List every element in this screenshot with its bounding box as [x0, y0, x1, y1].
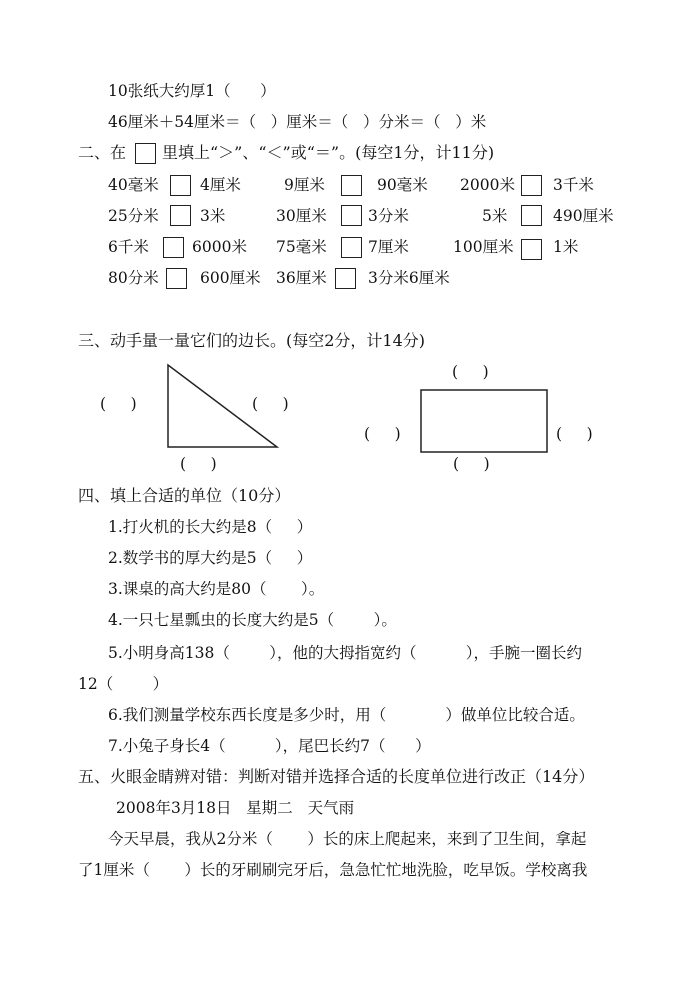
- compare-left: 30厘米: [276, 207, 327, 225]
- compare-left: 9厘米: [284, 176, 325, 194]
- compare-left: 5米: [482, 207, 508, 225]
- rectangle-left-blank[interactable]: ( ): [364, 425, 401, 443]
- diary-paragraph-line-1: 今天早晨，我从2分米（ ）长的床上爬起来，来到了卫生间，拿起: [108, 830, 587, 848]
- compare-left: 40毫米: [108, 176, 159, 194]
- compare-right: 4厘米: [200, 176, 241, 194]
- compare-left: 25分米: [108, 207, 159, 225]
- rectangle-top-blank[interactable]: ( ): [452, 363, 489, 381]
- compare-right: 3分米6厘米: [368, 269, 450, 287]
- compare-right: 490厘米: [553, 207, 614, 225]
- fill-blank-length-conversion: 46厘米＋54厘米＝（ ）厘米＝（ ）分米＝（ ）米: [108, 113, 487, 131]
- fill-blank-paper-thickness: 10张纸大约厚1（ ）: [108, 82, 276, 100]
- section-5-heading: 五、火眼金睛辨对错：判断对错并选择合适的长度单位进行改正（14分）: [78, 767, 595, 786]
- compare-right: 3千米: [553, 176, 594, 194]
- compare-right: 1米: [553, 238, 579, 256]
- unit-question-6: 6.我们测量学校东西长度是多少时，用（ ）做单位比较合适。: [108, 706, 585, 724]
- compare-right: 6000米: [192, 238, 247, 256]
- compare-left: 100厘米: [453, 238, 514, 256]
- compare-left: 6千米: [108, 238, 149, 256]
- diary-date-line: 2008年3月18日 星期二 天气雨: [116, 799, 355, 817]
- section-2-heading-prefix: 二、在: [78, 143, 127, 162]
- rectangle-shape: [421, 390, 547, 452]
- unit-question-7: 7.小兔子身长4（ ），尾巴长约7（ ）: [108, 737, 431, 755]
- compare-left: 2000米: [460, 176, 515, 194]
- unit-question-5: 5.小明身高138（ ），他的大拇指宽约（ ），手腕一圈长约: [108, 644, 583, 662]
- triangle-left-side-blank[interactable]: ( ): [100, 395, 137, 413]
- rectangle-bottom-blank[interactable]: ( ): [453, 455, 490, 473]
- section-2-heading-suffix: 里填上“＞”、“＜”或“＝”。(每空1分，计11分): [162, 143, 495, 162]
- compare-right: 3分米: [368, 207, 409, 225]
- section-3-heading: 三、动手量一量它们的边长。(每空2分，计14分): [78, 331, 426, 350]
- unit-question-4: 4.一只七星瓢虫的长度大约是5（ ）。: [108, 611, 397, 629]
- compare-left: 36厘米: [276, 269, 327, 287]
- compare-left: 75毫米: [276, 238, 327, 256]
- compare-right: 7厘米: [368, 238, 409, 256]
- compare-right: 90毫米: [377, 176, 428, 194]
- rectangle-right-blank[interactable]: ( ): [556, 425, 593, 443]
- triangle-bottom-blank[interactable]: ( ): [180, 455, 217, 473]
- unit-question-5-continued: 12（ ）: [78, 675, 169, 693]
- diary-paragraph-line-2: 了1厘米（ ）长的牙刷刷完牙后，急急忙忙地洗脸，吃早饭。学校离我: [78, 861, 588, 879]
- compare-left: 80分米: [108, 269, 159, 287]
- compare-right: 600厘米: [200, 269, 261, 287]
- section-4-heading: 四、填上合适的单位（10分）: [78, 486, 291, 505]
- compare-right: 3米: [200, 207, 226, 225]
- unit-question-1: 1.打火机的长大约是8（ ）: [108, 518, 313, 536]
- unit-question-2: 2.数学书的厚大约是5（ ）: [108, 549, 313, 567]
- unit-question-3: 3.课桌的高大约是80（ ）。: [108, 580, 325, 598]
- triangle-hypotenuse-blank[interactable]: ( ): [252, 395, 289, 413]
